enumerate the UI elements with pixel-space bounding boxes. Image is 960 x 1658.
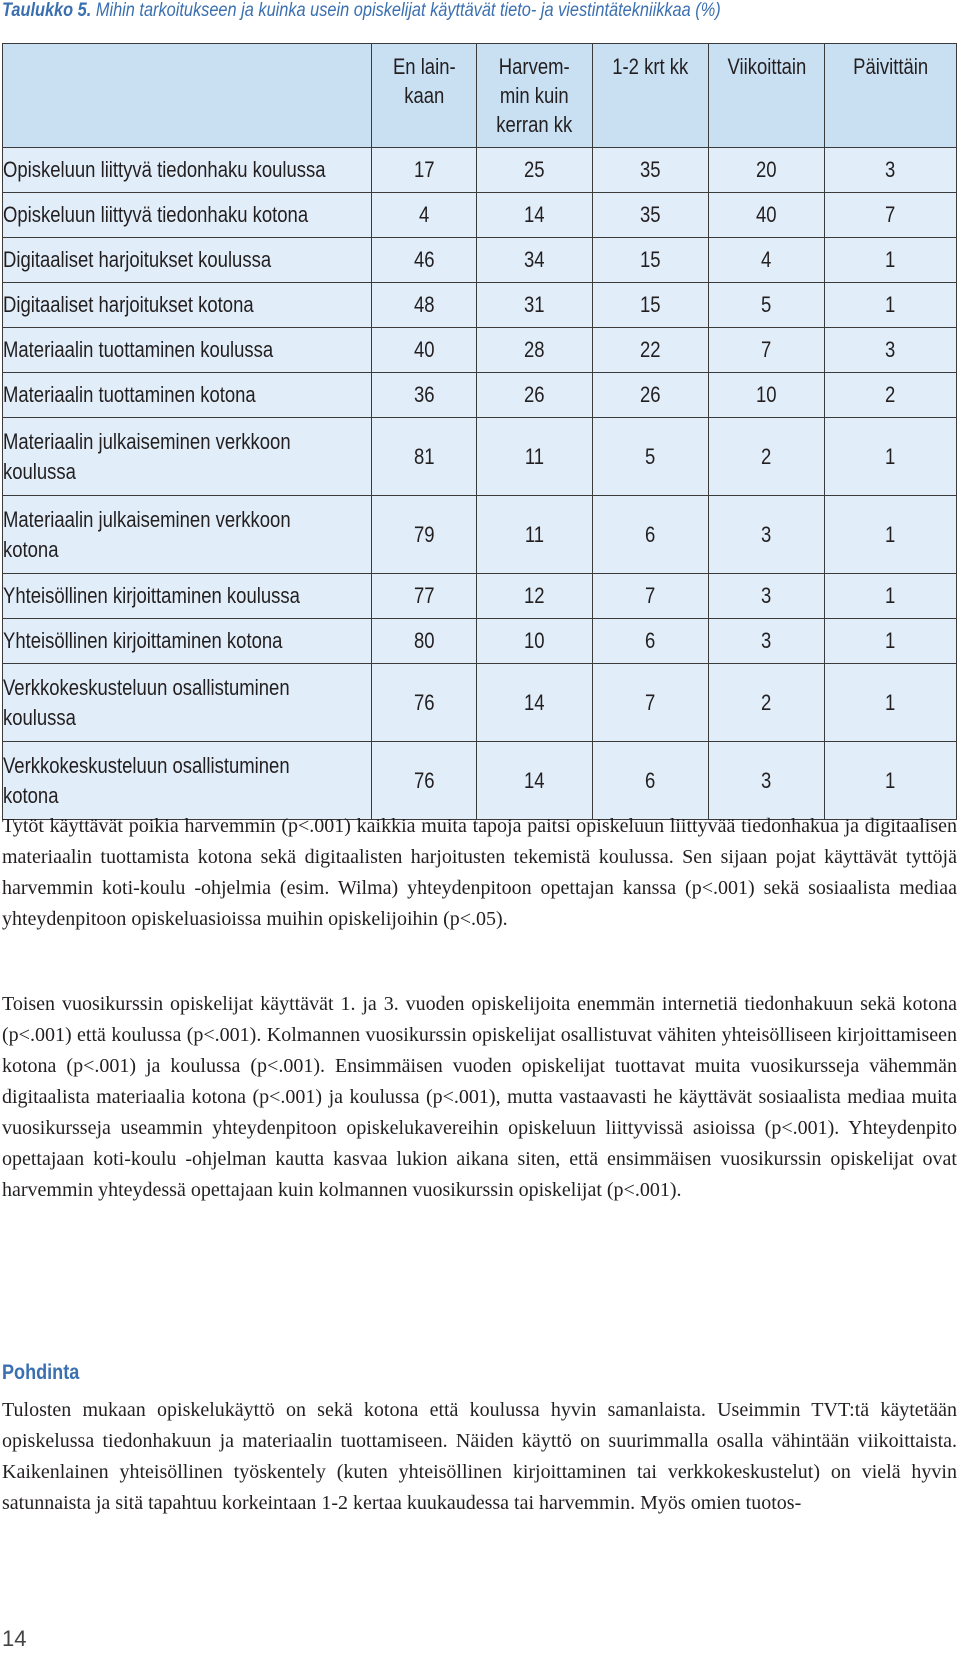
row-label: Materiaalin julkaiseminen verkkoon kotona: [3, 496, 372, 574]
cell-value: 35: [593, 193, 709, 238]
cell-value: 14: [477, 742, 593, 820]
cell-value: 22: [593, 328, 709, 373]
cell-value: 14: [477, 664, 593, 742]
table-row: [3, 283, 957, 328]
cell-value: 17: [372, 148, 477, 193]
paragraph-discussion: Tulosten mukaan opiskelukäyttö on sekä kotona että koulussa hyvin samanlaista. Useimmin TVT:tä käytetään opiskelussa tiedonhakuun ja materiaalin tuottamiseen. Näiden käyttö on suurimmalla osalla vähintään viikoittaista. Kaikenlainen yhteisöllinen työskentely (kuten yhteisöllinen kirjoittaminen tai verkkokeskustelut) on vielä hyvin satunnaista ja sitä tapahtuu korkeintaan 1-2 kertaa kuukaudessa tai harvemmin. Myös omien tuotos-: [2, 1399, 957, 1514]
page-number: 14: [2, 1626, 27, 1651]
row-label: Digitaaliset harjoitukset koulussa: [3, 238, 372, 283]
cell-value: 11: [477, 418, 593, 496]
cell-value: 1: [825, 418, 957, 496]
cell-value: 46: [372, 238, 477, 283]
row-label: Yhteisöllinen kirjoittaminen koulussa: [3, 574, 372, 619]
table-row: [3, 328, 957, 373]
table-row: [3, 418, 957, 496]
cell-value: 1: [825, 238, 957, 283]
table-row: [3, 148, 957, 193]
cell-value: 3: [709, 742, 825, 820]
table-row: [3, 238, 957, 283]
table-row: [3, 373, 957, 418]
cell-value: 12: [477, 574, 593, 619]
cell-value: 81: [372, 418, 477, 496]
table-caption: [2, 0, 819, 22]
paragraph-year-level: Toisen vuosikurssin opiskelijat käyttävät 1. ja 3. vuoden opiskelijoita enemmän internetiä tiedonhakuun sekä kotona (p<.001) että koulussa (p<.001). Kolmannen vuosikurssin opiskelijat osallistuvat vähiten yhteisölliseen kirjoittamiseen kotona (p<.001) ja koulussa (p<.001). Ensimmäisen vuoden opiskelijat tuottavat muita vuosikursseja vähemmän digitaalista materiaalia kotona (p<.001) ja koulussa (p<.001), mutta vastaavasti he käyttävät sosiaalista mediaa muita vuosikursseja useammin yhteydenpitoon opiskelukavereihin opiskeluun liittyvissä asioissa (p<.001). Yhteydenpito opettajaan koti-koulu -ohjelman kautta kasvaa lukion aikana siten, että ensimmäisen vuosikurssin opiskelijat ovat harvemmin yhteydessä opettajaan kuin kolmannen vuosikurssin opiskelijat (p<.001).: [2, 993, 957, 1201]
cell-value: 40: [372, 328, 477, 373]
table-row: [3, 664, 957, 742]
cell-value: 31: [477, 283, 593, 328]
table-row: [3, 496, 957, 574]
cell-value: 77: [372, 574, 477, 619]
cell-value: 2: [825, 373, 957, 418]
cell-value: 20: [709, 148, 825, 193]
cell-value: 28: [477, 328, 593, 373]
cell-value: 25: [477, 148, 593, 193]
cell-value: 3: [825, 328, 957, 373]
cell-value: 15: [593, 283, 709, 328]
cell-value: 14: [477, 193, 593, 238]
cell-value: 1: [825, 619, 957, 664]
row-label: Opiskeluun liittyvä tiedonhaku koulussa: [3, 148, 372, 193]
cell-value: 1: [825, 496, 957, 574]
cell-value: 11: [477, 496, 593, 574]
cell-value: 3: [825, 148, 957, 193]
cell-value: 6: [593, 619, 709, 664]
cell-value: 26: [593, 373, 709, 418]
cell-value: 76: [372, 742, 477, 820]
cell-value: 3: [709, 496, 825, 574]
paragraph-gender: Tytöt käyttävät poikia harvemmin (p<.001) kaikkia muita tapoja paitsi opiskeluun liittyvää tiedonhakua ja digitaalisen materiaalin tuottamista kotona sekä digitaalisten harjoitusten tekemistä koulussa. Sen sijaan pojat käyttävät tyttöjä harvemmin koti-koulu -ohjelmia (esim. Wilma) yhteydenpitoon opettajan kanssa (p<.001) sekä sosiaalista mediaa yhteydenpitoon opiskeluasioissa muihin opiskelijoihin (p<.05).: [2, 815, 957, 930]
header-col-1: Harvem- min kuin kerran kk: [477, 44, 593, 148]
table-header-row: [3, 44, 957, 148]
cell-value: 7: [593, 574, 709, 619]
header-blank: [3, 44, 372, 148]
table-row: [3, 193, 957, 238]
section-heading: Pohdinta: [2, 1361, 80, 1384]
cell-value: 7: [593, 664, 709, 742]
caption-label: Taulukko 5.: [2, 0, 92, 21]
cell-value: 1: [825, 283, 957, 328]
cell-value: 10: [477, 619, 593, 664]
cell-value: 5: [593, 418, 709, 496]
row-label: Materiaalin tuottaminen kotona: [3, 373, 372, 418]
table-row: [3, 742, 957, 820]
usage-table: [2, 43, 957, 820]
cell-value: 36: [372, 373, 477, 418]
cell-value: 35: [593, 148, 709, 193]
cell-value: 3: [709, 574, 825, 619]
cell-value: 4: [709, 238, 825, 283]
cell-value: 1: [825, 742, 957, 820]
row-label: Verkkokeskusteluun osallistuminen kotona: [3, 742, 372, 820]
cell-value: 5: [709, 283, 825, 328]
cell-value: 1: [825, 574, 957, 619]
cell-value: 15: [593, 238, 709, 283]
cell-value: 2: [709, 664, 825, 742]
cell-value: 4: [372, 193, 477, 238]
row-label: Yhteisöllinen kirjoittaminen kotona: [3, 619, 372, 664]
cell-value: 1: [825, 664, 957, 742]
cell-value: 26: [477, 373, 593, 418]
cell-value: 7: [709, 328, 825, 373]
row-label: Opiskeluun liittyvä tiedonhaku kotona: [3, 193, 372, 238]
cell-value: 7: [825, 193, 957, 238]
header-col-0: En lain- kaan: [372, 44, 477, 148]
cell-value: 40: [709, 193, 825, 238]
row-label: Materiaalin julkaiseminen verkkoon koulussa: [3, 418, 372, 496]
caption-text: Mihin tarkoitukseen ja kuinka usein opiskelijat käyttävät tieto- ja viestintätekniikkaa (%): [95, 0, 721, 21]
row-label: Materiaalin tuottaminen koulussa: [3, 328, 372, 373]
table-row: [3, 574, 957, 619]
cell-value: 76: [372, 664, 477, 742]
cell-value: 34: [477, 238, 593, 283]
row-label: Digitaaliset harjoitukset kotona: [3, 283, 372, 328]
header-col-4: Päivittäin: [825, 44, 957, 148]
cell-value: 3: [709, 619, 825, 664]
cell-value: 2: [709, 418, 825, 496]
row-label: Verkkokeskusteluun osallistuminen koulussa: [3, 664, 372, 742]
cell-value: 10: [709, 373, 825, 418]
table-row: [3, 619, 957, 664]
cell-value: 6: [593, 496, 709, 574]
cell-value: 48: [372, 283, 477, 328]
cell-value: 80: [372, 619, 477, 664]
cell-value: 79: [372, 496, 477, 574]
cell-value: 6: [593, 742, 709, 820]
header-col-3: Viikoittain: [709, 44, 825, 148]
header-col-2: 1-2 krt kk: [593, 44, 709, 148]
